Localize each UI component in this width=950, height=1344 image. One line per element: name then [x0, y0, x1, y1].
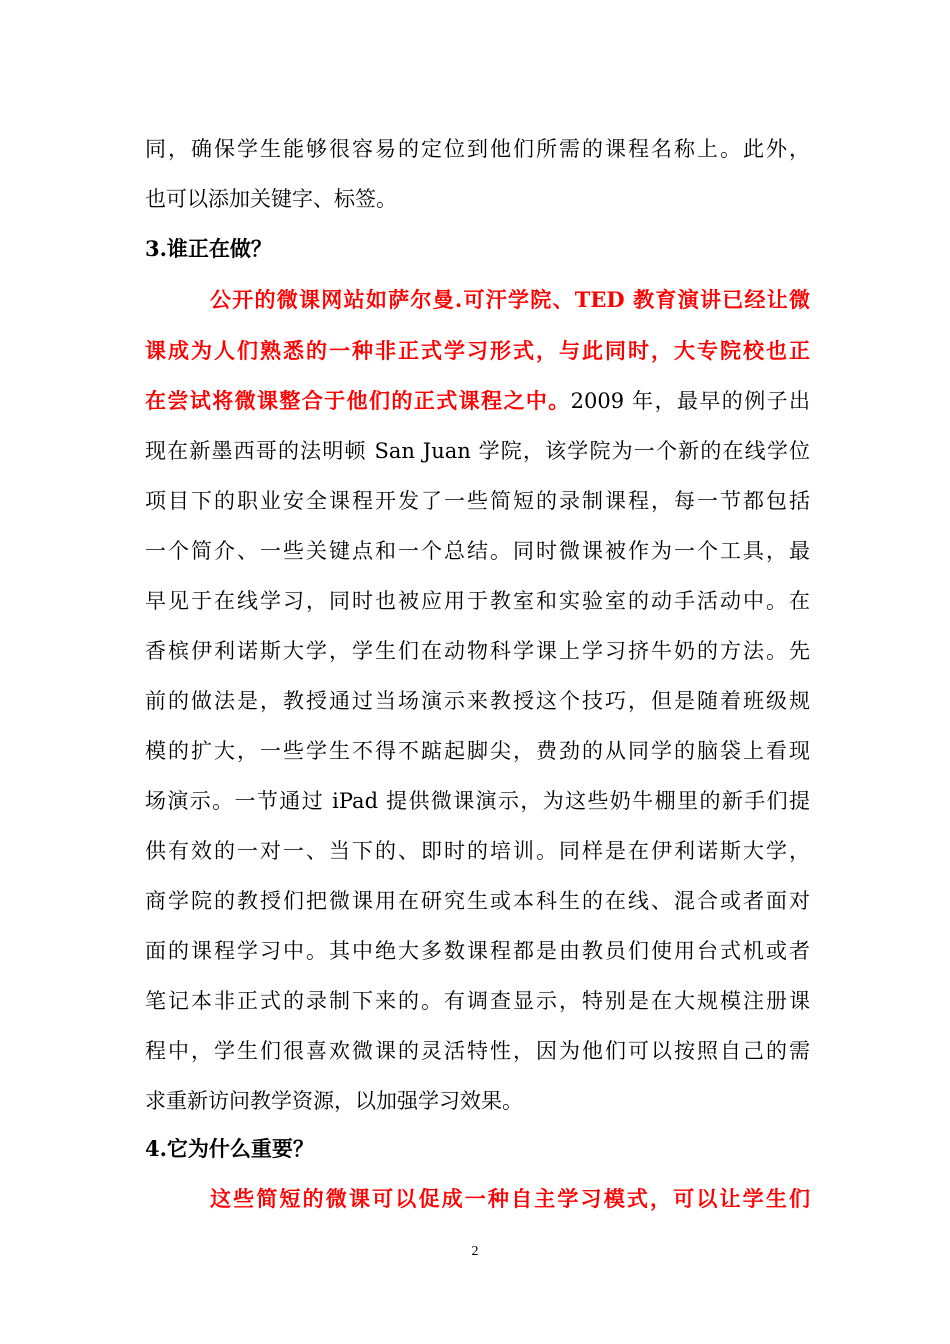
highlighted-text-line: 这些简短的微课可以促成一种自主学习模式，可以让学生们	[210, 1186, 810, 1211]
body-text-line: 现在新墨西哥的法明顿 San Juan 学院，该学院为一个新的在线学位	[145, 439, 810, 463]
body-text-line: 供有效的一对一、当下的、即时的培训。同样是在伊利诺斯大学，	[145, 839, 810, 863]
body-text-line: 香槟伊利诺斯大学，学生们在动物科学课上学习挤牛奶的方法。先	[145, 639, 810, 663]
body-text-line: 也可以添加关键字、标签。	[145, 187, 397, 211]
body-text-line: 一个简介、一些关键点和一个总结。同时微课被作为一个工具，最	[145, 539, 810, 563]
body-text-line: 场演示。一节通过 iPad 提供微课演示，为这些奶牛棚里的新手们提	[145, 789, 810, 813]
body-text-line: 模的扩大，一些学生不得不踮起脚尖，费劲的从同学的脑袋上看现	[145, 739, 810, 763]
page-number: 2	[471, 1244, 479, 1259]
body-text-line: 前的做法是，教授通过当场演示来教授这个技巧，但是随着班级规	[145, 689, 810, 713]
highlighted-text-line: 课成为人们熟悉的一种非正式学习形式，与此同时，大专院校也正	[145, 338, 810, 363]
body-text-line: 面的课程学习中。其中绝大多数课程都是由教员们使用台式机或者	[145, 939, 810, 963]
highlighted-text-line: 公开的微课网站如萨尔曼.可汗学院、TED 教育演讲已经让微	[210, 287, 810, 312]
section-heading-4: 4.它为什么重要？	[145, 1136, 314, 1161]
body-text-line: 项目下的职业安全课程开发了一些简短的录制课程，每一节都包括	[145, 489, 810, 513]
section-heading-3: 3.谁正在做？	[145, 236, 272, 261]
body-text-line: 程中，学生们很喜欢微课的灵活特性，因为他们可以按照自己的需	[145, 1039, 810, 1063]
body-text-span: 2009 年，最早的例子出	[570, 389, 810, 413]
highlighted-text-span: 在尝试将微课整合于他们的正式课程之中。	[145, 388, 571, 413]
body-text-line: 商学院的教授们把微课用在研究生或本科生的在线、混合或者面对	[145, 889, 810, 913]
body-text-line: 早见于在线学习，同时也被应用于教室和实验室的动手活动中。在	[145, 589, 810, 613]
body-text-line: 同，确保学生能够很容易的定位到他们所需的课程名称上。此外，	[145, 137, 810, 161]
body-text-line: 求重新访问教学资源，以加强学习效果。	[145, 1089, 523, 1113]
mixed-text-line	[145, 386, 810, 416]
body-text-line: 笔记本非正式的录制下来的。有调查显示，特别是在大规模注册课	[145, 989, 810, 1013]
